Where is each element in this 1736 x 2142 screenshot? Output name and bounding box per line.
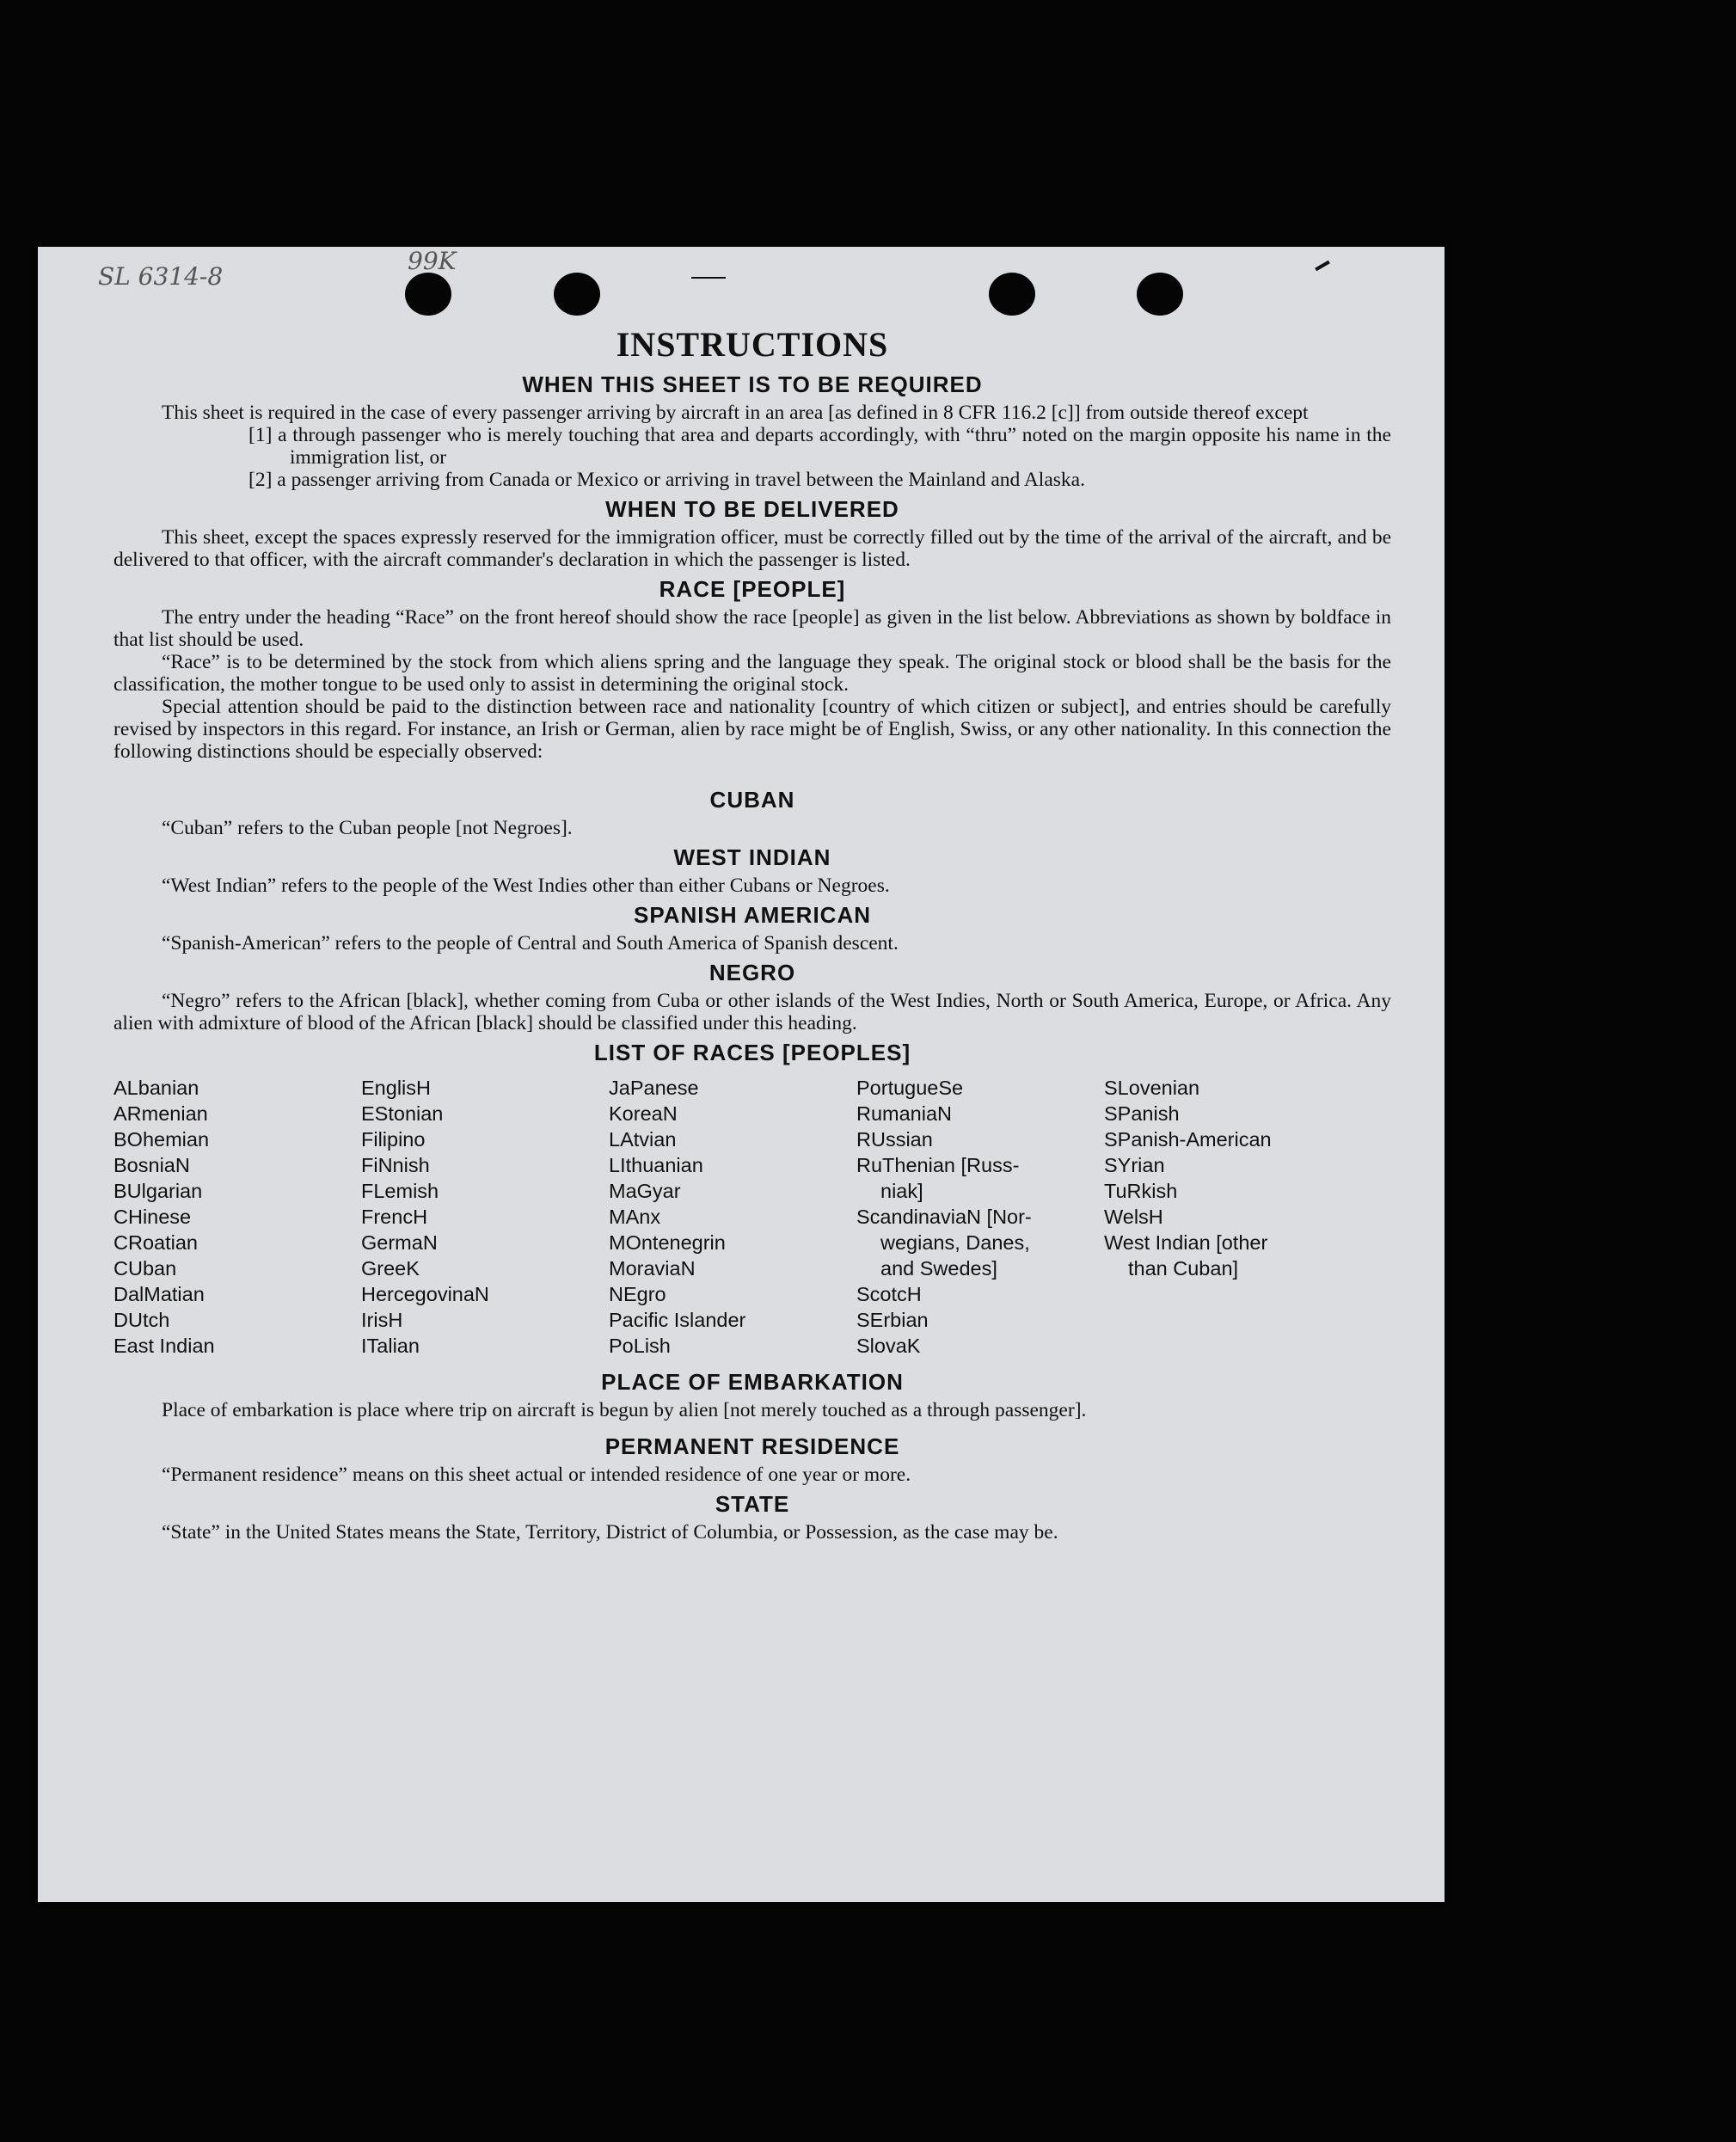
race-item: BOhemian: [113, 1128, 210, 1151]
race-item: West Indian [other: [1104, 1231, 1268, 1254]
race-item: East Indian: [113, 1335, 215, 1357]
race-item: MoraviaN: [609, 1257, 696, 1280]
race-item: BosniaN: [113, 1154, 190, 1176]
race-paragraph-3: Special attention should be paid to the distinction between race and nationality [country of which citizen or subject], and entries should be carefully revised by inspectors in this regard. For instance, an Irish or German, alien by race might be of English, Swiss, or any other nationality. In this connection the following distinctions should be especially observed:: [113, 696, 1391, 763]
race-item: GermaN: [361, 1231, 438, 1254]
pen-mark: [1315, 261, 1330, 271]
when-delivered-text: This sheet, except the spaces expressly reserved for the immigration officer, must be correctly filled out by the time of the arrival of the aircraft, and be delivered to that officer, with the aircraft commander's declaration in which the passenger is listed.: [113, 526, 1391, 571]
race-item: GreeK: [361, 1257, 420, 1280]
race-item: RUssian: [856, 1128, 933, 1151]
heading-west-indian: WEST INDIAN: [673, 844, 831, 870]
race-item: BUlgarian: [113, 1180, 203, 1202]
race-item: FiNnish: [361, 1154, 430, 1176]
races-column: [113, 1075, 361, 1359]
races-column: [856, 1075, 1104, 1359]
embarkation-text: Place of embarkation is place where trip on aircraft is begun by alien [not merely touched as a through passenger].: [162, 1399, 1087, 1421]
race-item: ALbanian: [113, 1077, 199, 1099]
page-title: INSTRUCTIONS: [616, 325, 889, 364]
race-item: ScandinaviaN [Nor-: [856, 1206, 1032, 1228]
race-item: EnglisH: [361, 1077, 431, 1099]
races-list: [113, 1075, 1391, 1359]
race-item: IrisH: [361, 1309, 403, 1331]
race-item: niak]: [880, 1180, 923, 1202]
heading-race: RACE [PEOPLE]: [659, 576, 846, 602]
race-item: CUban: [113, 1257, 177, 1280]
punch-hole: [989, 273, 1035, 316]
when-required-intro: This sheet is required in the case of every passenger arriving by aircraft in an area [as defined in 8 CFR 116.2 [c]] from outside thereof except: [162, 402, 1309, 424]
race-item: NEgro: [609, 1283, 666, 1305]
punch-hole: [405, 273, 451, 316]
race-item: SErbian: [856, 1309, 929, 1331]
race-item: ARmenian: [113, 1102, 208, 1125]
heading-list-of-races: LIST OF RACES [PEOPLES]: [593, 1040, 911, 1065]
race-item: EStonian: [361, 1102, 444, 1125]
punch-hole: [1137, 273, 1183, 316]
race-item: KoreaN: [609, 1102, 678, 1125]
race-item: wegians, Danes,: [880, 1231, 1030, 1254]
races-column: [1104, 1075, 1388, 1359]
race-item: TuRkish: [1104, 1180, 1178, 1202]
race-item: RumaniaN: [856, 1102, 953, 1125]
negro-text: “Negro” refers to the African [black], whether coming from Cuba or other islands of the West Indies, North or South America, Europe, or Africa. Any alien with admixture of blood of the African [black] should be classified under this heading.: [113, 990, 1391, 1034]
heading-embarkation: PLACE OF EMBARKATION: [601, 1369, 904, 1395]
heading-permanent-residence: PERMANENT RESIDENCE: [604, 1433, 900, 1459]
race-item: DUtch: [113, 1309, 170, 1331]
race-item: JaPanese: [609, 1077, 699, 1099]
race-item: CRoatian: [113, 1231, 198, 1254]
race-item: PoLish: [609, 1335, 671, 1357]
race-item: PortugueSe: [856, 1077, 964, 1099]
initials-note: 99K: [408, 247, 457, 275]
spanish-american-text: “Spanish-American” refers to the people of Central and South America of Spanish descent.: [162, 932, 899, 954]
race-item: MaGyar: [609, 1180, 681, 1202]
race-item: SlovaK: [856, 1335, 921, 1357]
races-column: [361, 1075, 609, 1359]
race-item: SPanish: [1104, 1102, 1180, 1125]
heading-when-required: WHEN THIS SHEET IS TO BE REQUIRED: [522, 371, 983, 397]
race-item: Filipino: [361, 1128, 426, 1151]
race-paragraph-2: “Race” is to be determined by the stock from which aliens spring and the language they speak. The original stock or blood shall be the basis for the classification, the mother tongue to be used only to assist in determining the original stock.: [113, 651, 1391, 696]
permanent-residence-text: “Permanent residence” means on this sheet actual or intended residence of one year or more.: [162, 1464, 911, 1486]
instructions-content: [113, 324, 1391, 1544]
race-item: SYrian: [1104, 1154, 1165, 1176]
race-item: LIthuanian: [609, 1154, 703, 1176]
race-item: SPanish-American: [1104, 1128, 1272, 1151]
document-sheet: [38, 247, 1445, 1902]
race-item: MOntenegrin: [609, 1231, 726, 1254]
file-number-note: SL 6314-8: [98, 262, 224, 291]
punch-hole: [554, 273, 600, 316]
heading-spanish-american: SPANISH AMERICAN: [633, 902, 871, 928]
race-item: CHinese: [113, 1206, 192, 1228]
race-item: ScotcH: [856, 1283, 922, 1305]
cuban-text: “Cuban” refers to the Cuban people [not Negroes].: [162, 817, 573, 839]
state-text: “State” in the United States means the State, Territory, District of Columbia, or Possession, as the case may be.: [162, 1521, 1058, 1544]
race-item: HercegovinaN: [361, 1283, 489, 1305]
west-indian-text: “West Indian” refers to the people of the West Indies other than either Cubans or Negroes.: [162, 875, 890, 897]
heading-cuban: CUBAN: [709, 787, 795, 813]
race-item: Pacific Islander: [609, 1309, 746, 1331]
race-item: RuThenian [Russ-: [856, 1154, 1020, 1176]
race-item: DalMatian: [113, 1283, 205, 1305]
race-item: SLovenian: [1104, 1077, 1200, 1099]
heading-state: STATE: [715, 1491, 790, 1517]
race-item: FLemish: [361, 1180, 439, 1202]
race-item: and Swedes]: [880, 1257, 997, 1280]
race-item: WelsH: [1104, 1206, 1163, 1228]
pen-mark: [691, 277, 726, 279]
race-paragraph-1: The entry under the heading “Race” on the front hereof should show the race [people] as given in the list below. Abbreviations as shown by boldface in that list should be used.: [113, 606, 1391, 651]
heading-when-delivered: WHEN TO BE DELIVERED: [605, 496, 899, 522]
race-item: MAnx: [609, 1206, 661, 1228]
race-item: than Cuban]: [1128, 1257, 1239, 1280]
exception-item-1: [1] a through passenger who is merely touching that area and departs accordingly, with “thru” noted on the margin opposite his name in the immigration list, or: [248, 424, 1391, 469]
race-item: ITalian: [361, 1335, 420, 1357]
race-item: FrencH: [361, 1206, 428, 1228]
race-item: LAtvian: [609, 1128, 677, 1151]
heading-negro: NEGRO: [709, 960, 796, 985]
races-column: [609, 1075, 856, 1359]
exception-item-2: [2] a passenger arriving from Canada or Mexico or arriving in travel between the Mainland and Alaska.: [248, 469, 1085, 491]
